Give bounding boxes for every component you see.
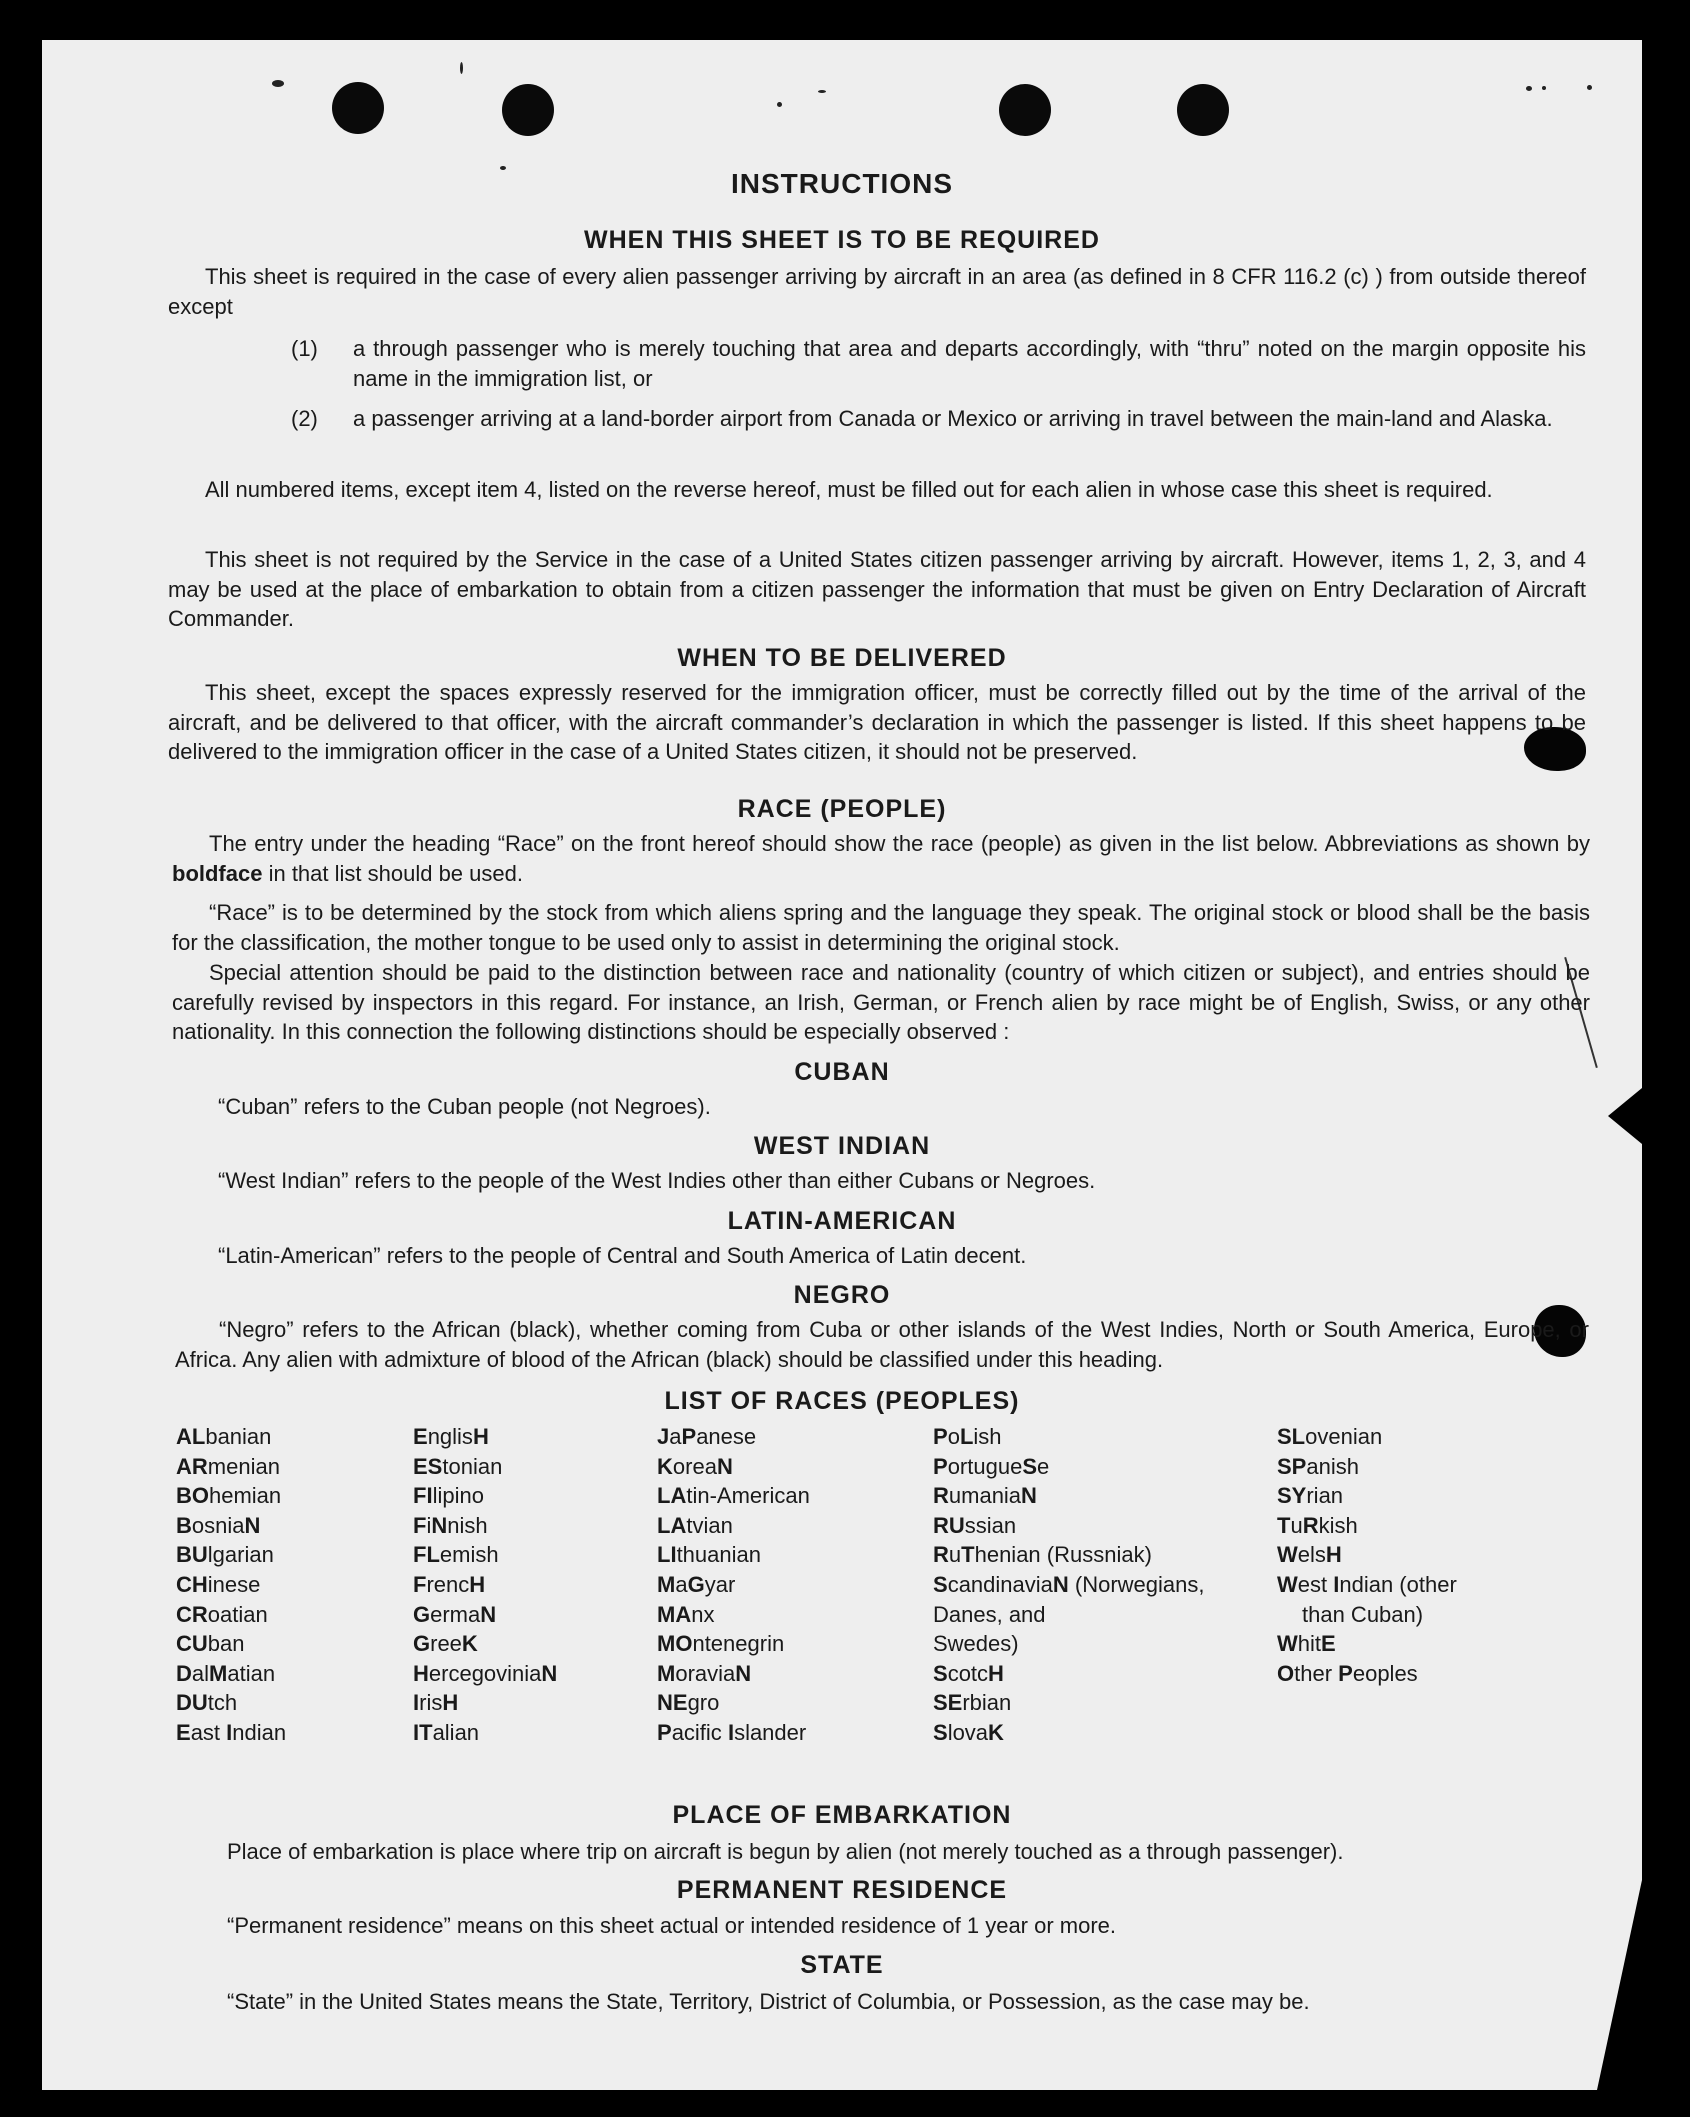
paragraph-delivered: This sheet, except the spaces expressly reserved for the immigration officer, must be correctly filled out by the time of the arrival of the aircraft, and be delivered to that officer, with the aircraft commander’s declaration in which the passenger is listed. If this sheet happens to be delivered to the immigration officer in the case of a United States citizen, it should not be preserved.: [168, 680, 1586, 764]
paragraph-required-intro: [168, 262, 1586, 321]
exception-number-2: (2): [291, 406, 318, 431]
race-entry: West Indian (other: [1277, 1571, 1457, 1597]
race-entry: SPanish: [1277, 1453, 1359, 1479]
race-entry: EStonian: [413, 1453, 503, 1479]
race-entry: ITalian: [413, 1719, 480, 1745]
race-entry: ScotcH: [933, 1660, 1004, 1686]
race-entry: LAtvian: [657, 1512, 733, 1538]
race-entry: JaPanese: [657, 1424, 757, 1449]
race-entry: GermaN: [413, 1601, 497, 1627]
speck: [777, 102, 782, 107]
punch-hole: [1177, 84, 1229, 136]
race-entry: EnglisH: [413, 1424, 489, 1449]
race-entry: MOntenegrin: [657, 1631, 785, 1657]
race-entry: GreeK: [413, 1631, 478, 1657]
race-entry: SYrian: [1277, 1483, 1344, 1509]
race-entry: DUtch: [176, 1690, 238, 1716]
heading-west-indian: WEST INDIAN: [753, 1132, 931, 1160]
race-entry: Pacific Islander: [657, 1719, 807, 1745]
heading-when-delivered: WHEN TO BE DELIVERED: [677, 644, 1007, 672]
race-entry: MaGyar: [657, 1571, 736, 1597]
punch-hole: [332, 82, 384, 134]
race-entry: BosniaN: [176, 1512, 261, 1538]
race-list-column-5: [1277, 1422, 1457, 1688]
intro-text: This sheet is required in the case of every alien passenger arriving by aircraft in an area (as defined in 8 CFR 116.2 (c) ) from outside thereof except: [168, 264, 1586, 319]
heading-race: RACE (PEOPLE): [737, 795, 947, 823]
paragraph-west-indian: “West Indian” refers to the people of the West Indies other than either Cubans or Negroes.: [218, 1168, 1096, 1193]
speck: [1587, 85, 1592, 90]
race-entry: SlovaK: [933, 1719, 1004, 1745]
punch-hole: [999, 84, 1051, 136]
race-entry: FiNnish: [413, 1512, 488, 1538]
race-entry: MAnx: [657, 1601, 715, 1627]
race-entry: CHinese: [176, 1571, 261, 1597]
paragraph-state: “State” in the United States means the State, Territory, District of Columbia, or Possession, as the case may be.: [227, 1989, 1310, 2014]
exception-number-1: (1): [291, 336, 318, 361]
race-entry: RUssian: [933, 1512, 1017, 1538]
speck: [818, 90, 826, 93]
heading-when-required: WHEN THIS SHEET IS TO BE REQUIRED: [584, 226, 1100, 254]
paragraph-race-3: Special attention should be paid to the distinction between race and nationality (country of which citizen or subject), and entries should be carefully revised by inspectors in this regard. For instance, an Irish, German, or French alien by race might be of English, Swiss, or any other nationality. In this connection the following distinctions should be especially observed :: [172, 960, 1590, 1044]
paragraph-negro: “Negro” refers to the African (black), whether coming from Cuba or other islands of the West Indies, North or South America, Europe, or Africa. Any alien with admixture of blood of the African (black) should be classified under this heading.: [175, 1317, 1589, 1372]
document-page: [42, 40, 1642, 2090]
paragraph-citizen: This sheet is not required by the Service in the case of a United States citizen passenger arriving by aircraft. However, items 1, 2, 3, and 4 may be used at the place of embarkation to obtain from a citizen passenger the information that must be given on Entry Declaration of Aircraft Commander.: [168, 547, 1586, 631]
paragraph-numbered-items: All numbered items, except item 4, listed on the reverse hereof, must be filled out for each alien in whose case this sheet is required.: [205, 477, 1493, 502]
race-entry: Danes, and: [933, 1601, 1046, 1627]
race-entry: NEgro: [657, 1690, 720, 1716]
race-entry: MoraviaN: [657, 1660, 752, 1686]
race-list-column-1: [176, 1422, 286, 1748]
heading-residence: PERMANENT RESIDENCE: [676, 1876, 1008, 1904]
race-list-column-2: [413, 1422, 557, 1748]
race-entry: PoLish: [933, 1424, 1002, 1449]
speck: [1526, 86, 1532, 91]
race-entry: TuRkish: [1277, 1512, 1358, 1538]
race-entry: FIlipino: [413, 1483, 484, 1509]
heading-cuban: CUBAN: [794, 1058, 890, 1086]
speck: [460, 62, 463, 74]
race-entry: BOhemian: [176, 1483, 282, 1509]
race-entry: IrisH: [413, 1690, 459, 1716]
race-entry: HercegoviniaN: [413, 1660, 558, 1686]
heading-embarkation: PLACE OF EMBARKATION: [672, 1801, 1012, 1829]
paragraph-residence: “Permanent residence” means on this sheet actual or intended residence of 1 year or more.: [227, 1913, 1117, 1938]
exception-text-2: a passenger arriving at a land-border airport from Canada or Mexico or arriving in travel between the main-land and Alaska.: [353, 406, 1553, 431]
race-entry: KoreaN: [657, 1453, 733, 1479]
heading-state: STATE: [800, 1951, 884, 1979]
race-entry: Swedes): [933, 1631, 1019, 1657]
race-entry: BUlgarian: [176, 1542, 274, 1568]
race-entry: FrencH: [413, 1571, 486, 1597]
exception-text-1: a through passenger who is merely touching that area and departs accordingly, with “thru” noted on the margin opposite his name in the immigration list, or: [353, 336, 1586, 391]
paragraph-embarkation: Place of embarkation is place where trip on aircraft is begun by alien (not merely touched as a through passenger).: [227, 1839, 1344, 1864]
paragraph-latin-american: “Latin-American” refers to the people of Central and South America of Latin decent.: [218, 1243, 1027, 1268]
race-entry: WhitE: [1277, 1631, 1336, 1657]
page-title: INSTRUCTIONS: [731, 168, 953, 199]
paragraph-race-1: The entry under the heading “Race” on the front hereof should show the race (people) as given in the list below. Abbreviations as shown by boldface in that list should be used.: [172, 831, 1590, 886]
race-entry: SLovenian: [1277, 1424, 1383, 1449]
race-entry: LIthuanian: [657, 1542, 761, 1568]
heading-latin-american: LATIN-AMERICAN: [727, 1207, 957, 1235]
speck: [272, 80, 284, 87]
race-entry: ALbanian: [176, 1424, 272, 1449]
race-entry: CUban: [176, 1631, 245, 1657]
race-entry: RuThenian (Russniak): [933, 1542, 1152, 1568]
race-entry: ScandinaviaN (Norwegians,: [933, 1571, 1205, 1597]
race-entry: ARmenian: [176, 1453, 280, 1479]
race-entry: than Cuban): [1302, 1601, 1424, 1627]
race-entry: DalMatian: [176, 1660, 276, 1686]
race-entry: RumaniaN: [933, 1483, 1037, 1509]
race-entry: Other Peoples: [1277, 1660, 1418, 1686]
race-entry: CRoatian: [176, 1601, 268, 1627]
race-entry: East Indian: [176, 1719, 287, 1745]
race-entry: LAtin-American: [657, 1483, 810, 1509]
race-list-column-4: [933, 1422, 1204, 1748]
paragraph-race-2: “Race” is to be determined by the stock from which aliens spring and the language they speak. The original stock or blood shall be the basis for the classification, the mother tongue to be used only to assist in determining the original stock.: [172, 900, 1590, 955]
race-entry: SErbian: [933, 1690, 1012, 1716]
paragraph-cuban: “Cuban” refers to the Cuban people (not Negroes).: [218, 1094, 711, 1119]
punch-hole: [502, 84, 554, 136]
race-list-column-3: [657, 1422, 810, 1748]
speck: [1542, 86, 1546, 90]
heading-list-of-races: LIST OF RACES (PEOPLES): [664, 1387, 1020, 1415]
heading-negro: NEGRO: [793, 1281, 891, 1309]
race-entry: FLemish: [413, 1542, 499, 1568]
race-entry: WelsH: [1277, 1542, 1342, 1568]
race-entry: PortugueSe: [933, 1453, 1050, 1479]
